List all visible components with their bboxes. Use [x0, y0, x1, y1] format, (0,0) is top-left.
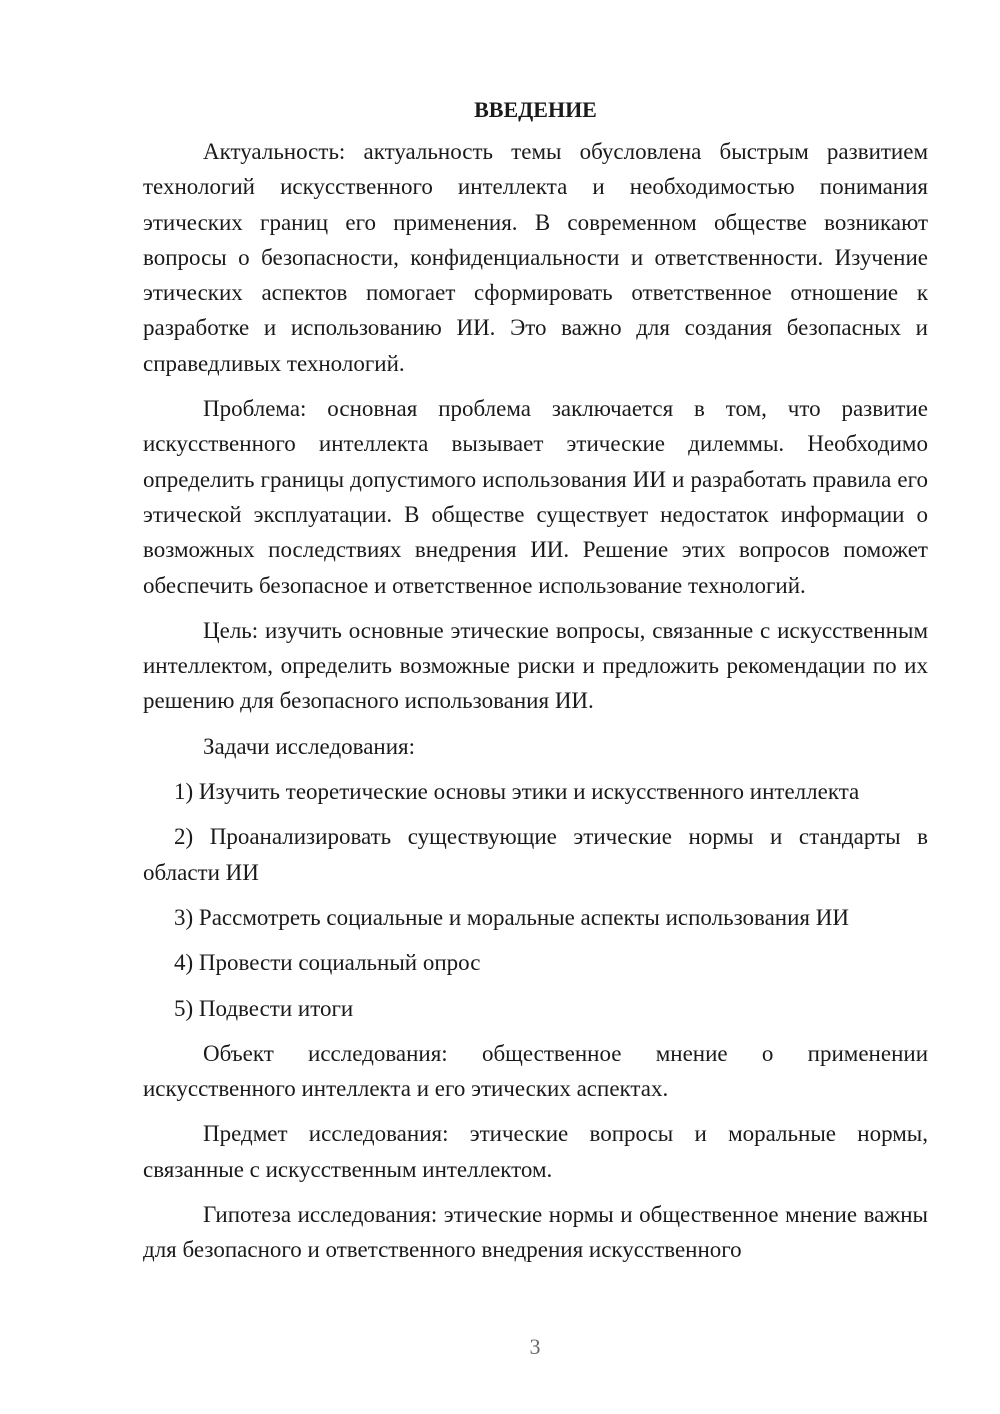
paragraph-relevance: Актуальность: актуальность темы обусловлена быстрым развитием технологий искусственного интеллекта и необходимостью понимания этических границ его применения. В современном обществе возникают вопросы о безопасности, конфиденциальности и ответственности. Изучение этических аспектов помогает сформировать ответственное отношение к разработке и использованию ИИ. Это важно для создания безопасных и справедливых технологий. [143, 139, 928, 376]
paragraph-object: Объект исследования: общественное мнение о применении искусственного интеллекта и его этических аспектах. [143, 1040, 928, 1102]
section-heading: ВВЕДЕНИЕ [474, 97, 597, 122]
tasks-title: Задачи исследования: [203, 733, 416, 759]
page-number: 3 [529, 1334, 541, 1359]
paragraph-subject: Предмет исследования: этические вопросы и моральные нормы, связанные с искусственным интеллектом. [143, 1121, 928, 1182]
list-item: 2) Проанализировать существующие этические нормы и стандарты в области ИИ [143, 824, 928, 885]
list-item: 1) Изучить теоретические основы этики и искусственного интеллекта [174, 779, 860, 805]
list-item: 3) Рассмотреть социальные и моральные аспекты использования ИИ [174, 904, 849, 930]
tasks-list [143, 774, 928, 1026]
list-item: 4) Провести социальный опрос [174, 950, 481, 976]
list-item: 5) Подвести итоги [174, 995, 354, 1021]
page-content [143, 95, 928, 1278]
paragraph-hypothesis: Гипотеза исследования: этические нормы и общественное мнение важны для безопасного и ответственного внедрения искусственного [143, 1202, 928, 1263]
paragraph-problem: Проблема: основная проблема заключается в том, что развитие искусственного интеллекта вызывает этические дилеммы. Необходимо определить границы допустимого использования ИИ и разработать правила его этической эксплуатации. В обществе существует недостаток информации о возможных последствиях внедрения ИИ. Решение этих вопросов поможет обеспечить безопасное и ответственное использование технологий. [143, 396, 928, 598]
paragraph-goal: Цель: изучить основные этические вопросы, связанные с искусственным интеллектом, определить возможные риски и предложить рекомендации по их решению для безопасного использования ИИ. [143, 617, 928, 714]
